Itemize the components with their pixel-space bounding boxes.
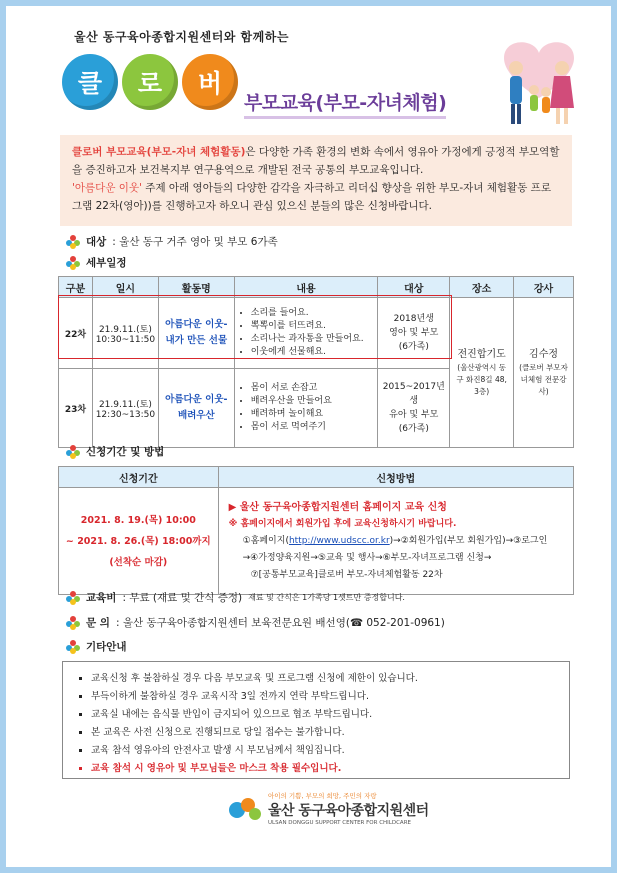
col-header: 대상 (378, 277, 450, 298)
session-no: 23차 (59, 369, 93, 448)
method-step: )→②회원가입(부모 회원가입)→③로그인 (389, 535, 548, 546)
schedule-table (58, 276, 574, 448)
activity-content (234, 369, 378, 448)
table-row (59, 298, 574, 369)
col-header: 신청기간 (59, 467, 219, 488)
flower-icon (66, 616, 80, 630)
content-item: • 소리나는 과자통을 만들어요. (251, 333, 372, 346)
flower-icon (66, 235, 80, 249)
other-label: 기타안내 (86, 641, 127, 653)
flower-icon (66, 445, 80, 459)
content-item: • 뽁뽁이를 터뜨려요. (251, 320, 372, 333)
place-detail: (울산광역시 동구 화진8길 48, 3층) (456, 363, 507, 396)
logo-english: ULSAN DONGGU SUPPORT CENTER FOR CHILDCARE (268, 820, 411, 826)
fee-label: 교육비 (86, 592, 117, 604)
target-cell (378, 369, 450, 448)
apply-method (218, 488, 573, 595)
teacher-detail: (클로버 부모자녀체험 전문강사) (519, 363, 568, 396)
logo-name: 울산 동구육아종합지원센터 (268, 803, 429, 819)
col-header: 일시 (92, 277, 158, 298)
target-line: (6가족) (398, 342, 429, 352)
intro-text-2: 주제 아래 영아들의 다양한 감각을 자극하고 리더십 향상을 위한 부모-자녀 체험활동 프로그램 22차(영아))를 진행하고자 하오니 관심 있으신 분들의 많은 신청바랍니다. (72, 182, 551, 212)
date-line: 21.9.11.(토) (98, 324, 152, 335)
flower-icon (66, 591, 80, 605)
schedule-label: 세부일정 (86, 257, 127, 269)
center-logo (228, 791, 429, 826)
period-line: (선착순 마감) (109, 556, 168, 568)
activity-name (158, 369, 234, 448)
target-line: 2018년생 (393, 314, 434, 324)
target-line: 영아 및 부모 (389, 328, 439, 338)
poster (6, 6, 611, 867)
other-section (66, 639, 127, 654)
content-item: • 몸이 서로 손잡고 (251, 382, 372, 395)
method-line: ▶ 울산 동구육아종합지원센터 홈페이지 교육 신청 (228, 501, 447, 513)
session-no: 22차 (59, 298, 93, 369)
title-circle-2: 로 (122, 54, 178, 110)
intro-text-1: 은 다양한 가족 환경의 변화 속에서 영유아 가정에게 긍정적 부모역할을 증진하고자 보건복지부 연구용역으로 개발된 전국 공통의 부모교육입니다. (72, 146, 560, 176)
activity-line: 내가 만든 선물 (165, 335, 228, 346)
apply-table (58, 466, 574, 595)
fee-value: : 무료 (재료 및 간식 증정) (122, 592, 243, 604)
time-line: 12:30~13:50 (95, 409, 156, 420)
list-item: ▪ 교육실 내에는 음식물 반입이 금지되어 있으므로 협조 부탁드립니다. (91, 706, 555, 724)
other-box (62, 661, 570, 779)
title-circle-1: 클 (62, 54, 118, 110)
family-illustration (484, 28, 594, 128)
fee-section (66, 590, 405, 605)
target-line: 2015~2017년생 (382, 382, 445, 406)
col-header: 강사 (514, 277, 574, 298)
table-row (59, 488, 574, 595)
apply-section (66, 444, 164, 459)
main-title: 부모교육(부모-자녀체험) (244, 88, 446, 119)
content-item: • 배려우산을 만들어요 (251, 395, 372, 408)
target-line: (6가족) (398, 424, 429, 434)
content-item: • 배려하며 놀이해요 (251, 408, 372, 421)
contact-section (66, 615, 445, 630)
logo-text (268, 791, 429, 826)
method-note: ※ 홈페이지에서 회원가입 후에 교육신청하시기 바랍니다. (228, 518, 457, 529)
target-line: 유아 및 부모 (389, 410, 439, 420)
intro-theme: '아름다운 이웃' (72, 182, 142, 194)
list-item: ▪ 교육 참석 영유아의 안전사고 발생 시 부모님께서 책임집니다. (91, 742, 555, 760)
session-date (92, 298, 158, 369)
period-line: ~ 2021. 8. 26.(목) 18:00까지 (65, 535, 211, 547)
method-step: ⑦[공통부모교육]클로버 부모-자녀체험활동 22차 (250, 569, 443, 580)
method-step: ①홈페이지( (242, 535, 289, 546)
activity-line: 아름다운 이웃- (165, 394, 228, 405)
time-line: 10:30~11:50 (95, 334, 156, 345)
homepage-link[interactable]: http://www.udscc.or.kr (288, 535, 390, 546)
logo-icon (228, 794, 262, 824)
target-section (66, 234, 278, 249)
contact-value: : 울산 동구육아종합지원센터 보육전문요원 배선영(☎ 052-201-0961) (115, 617, 445, 629)
place-cell (450, 298, 514, 448)
intro-highlight: 클로버 부모교육(부모-자녀 체험활동) (72, 146, 246, 158)
list-item-important: ▪ 교육 참석 시 영유아 및 부모님들은 마스크 착용 필수입니다. (91, 760, 555, 778)
schedule-section (66, 255, 127, 270)
list-item: ▪ 부득이하게 불참하실 경우 교육시작 3일 전까지 연락 부탁드립니다. (91, 688, 555, 706)
activity-line: 배려우산 (177, 410, 215, 421)
col-header: 활동명 (158, 277, 234, 298)
col-header: 내용 (234, 277, 378, 298)
target-label: 대상 (86, 236, 107, 248)
teacher-name: 김수정 (529, 349, 559, 360)
list-item: ▪ 본 교육은 사전 신청으로 진행되므로 당일 접수는 불가합니다. (91, 724, 555, 742)
activity-content (234, 298, 378, 369)
content-item: • 몸이 서로 먹여주기 (251, 421, 372, 434)
content-item: • 이웃에게 선물해요. (251, 346, 372, 359)
date-line: 21.9.11.(토) (98, 399, 152, 410)
apply-label: 신청기간 및 방법 (86, 446, 165, 458)
period-line: 2021. 8. 19.(목) 10:00 (80, 514, 196, 526)
contact-label: 문 의 (86, 617, 110, 629)
list-item: ▪ 교육신청 후 불참하실 경우 다음 부모교육 및 프로그램 신청에 제한이 있습니다. (91, 670, 555, 688)
fee-note: 재료 및 간식은 1가족당 1셋트만 증정합니다. (248, 593, 405, 602)
schedule-header-row (59, 277, 574, 298)
session-date (92, 369, 158, 448)
col-header: 신청방법 (218, 467, 573, 488)
target-value: : 울산 동구 거주 영아 및 부모 6가족 (112, 236, 278, 248)
col-header: 장소 (450, 277, 514, 298)
intro-box (60, 135, 572, 226)
flower-icon (66, 256, 80, 270)
activity-name (158, 298, 234, 369)
apply-period (59, 488, 219, 595)
flower-icon (66, 640, 80, 654)
content-item: • 소리를 들어요. (251, 307, 372, 320)
place-name: 전진합기도 (457, 349, 506, 360)
activity-line: 아름다운 이웃- (165, 319, 228, 330)
logo-tagline: 아이의 기쁨, 부모의 희망, 주민의 자랑 (268, 792, 377, 800)
target-cell (378, 298, 450, 369)
col-header: 구분 (59, 277, 93, 298)
header-subtitle: 울산 동구육아종합지원센터와 함께하는 (74, 30, 289, 44)
method-steps (229, 533, 563, 550)
method-step: →④가정양육지원→⑤교육 및 행사→⑥부모-자녀프로그램 신청→ (242, 552, 492, 563)
title-circle-3: 버 (182, 54, 238, 110)
apply-header-row (59, 467, 574, 488)
teacher-cell (514, 298, 574, 448)
